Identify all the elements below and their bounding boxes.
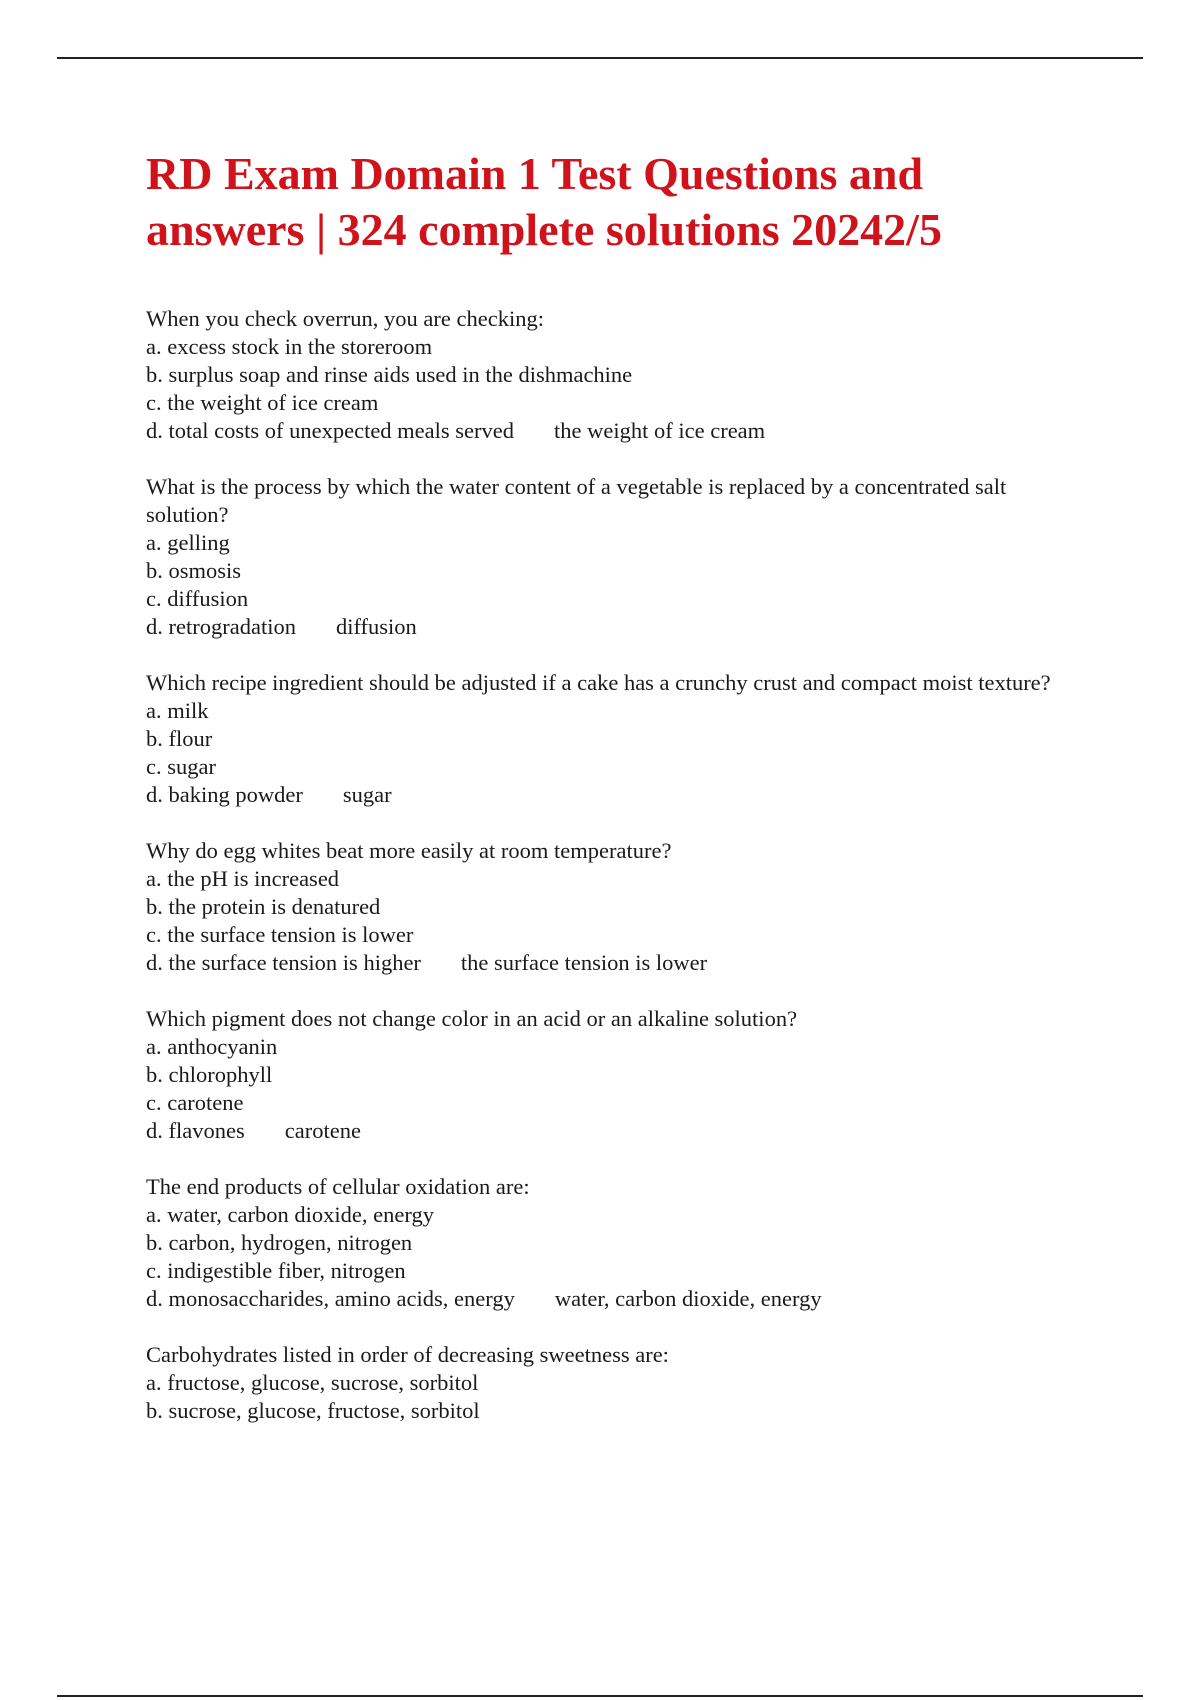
correct-answer: carotene (284, 1118, 361, 1143)
correct-answer: water, carbon dioxide, energy (554, 1286, 822, 1311)
document-title: RD Exam Domain 1 Test Questions and answers | 324 complete solutions 20242/5 (146, 148, 942, 255)
question-text: Carbohydrates listed in order of decreasing sweetness are: (146, 1342, 669, 1367)
answer-option: b. osmosis (146, 558, 242, 583)
answer-option: a. anthocyanin (146, 1034, 278, 1059)
correct-answer: sugar (342, 782, 392, 807)
answer-option: c. indigestible fiber, nitrogen (146, 1258, 406, 1283)
answer-option: a. fructose, glucose, sucrose, sorbitol (146, 1370, 479, 1395)
answer-option: c. the surface tension is lower (146, 922, 414, 947)
answer-option: a. water, carbon dioxide, energy (146, 1202, 434, 1227)
question-item (146, 473, 1086, 641)
answer-option: b. surplus soap and rinse aids used in the dishmachine (146, 362, 633, 387)
answer-option-text: d. monosaccharides, amino acids, energy (146, 1286, 515, 1311)
answer-option: c. sugar (146, 754, 216, 779)
question-item (146, 1341, 1086, 1425)
answer-option-last (146, 1117, 1086, 1145)
answer-option: b. sucrose, glucose, fructose, sorbitol (146, 1398, 480, 1423)
question-item (146, 1005, 1086, 1145)
answer-option-last (146, 613, 1086, 641)
answer-option-text: d. total costs of unexpected meals served (146, 418, 515, 443)
answer-option-last (146, 781, 1086, 809)
bottom-rule (57, 1695, 1143, 1697)
question-text: Why do egg whites beat more easily at room temperature? (146, 838, 672, 863)
correct-answer: diffusion (335, 614, 417, 639)
answer-option: b. flour (146, 726, 213, 751)
answer-option: b. the protein is denatured (146, 894, 381, 919)
question-text: Which recipe ingredient should be adjusted if a cake has a crunchy crust and compact moist texture? (146, 670, 1051, 695)
question-text: When you check overrun, you are checking: (146, 306, 544, 331)
answer-option: a. the pH is increased (146, 866, 340, 891)
answer-option-text: d. retrogradation (146, 614, 296, 639)
question-text: Which pigment does not change color in an acid or an alkaline solution? (146, 1006, 798, 1031)
answer-option: b. carbon, hydrogen, nitrogen (146, 1230, 413, 1255)
answer-option-last (146, 417, 1086, 445)
question-text: The end products of cellular oxidation are: (146, 1174, 530, 1199)
answer-option: a. milk (146, 698, 209, 723)
answer-option: c. carotene (146, 1090, 244, 1115)
answer-option: c. the weight of ice cream (146, 390, 379, 415)
question-list (146, 305, 1086, 1425)
top-rule (57, 57, 1143, 59)
question-text: What is the process by which the water content of a vegetable is replaced by a concentrated salt solution? (146, 474, 1007, 527)
answer-option: a. gelling (146, 530, 230, 555)
correct-answer: the weight of ice cream (554, 418, 766, 443)
answer-option-last (146, 1285, 1086, 1313)
question-item (146, 305, 1086, 445)
answer-option-text: d. the surface tension is higher (146, 950, 421, 975)
answer-option: c. diffusion (146, 586, 249, 611)
question-item (146, 1173, 1086, 1313)
answer-option-text: d. baking powder (146, 782, 303, 807)
question-item (146, 669, 1086, 809)
answer-option: a. excess stock in the storeroom (146, 334, 433, 359)
page-content (146, 146, 1086, 1453)
answer-option-last (146, 949, 1086, 977)
answer-option-text: d. flavones (146, 1118, 245, 1143)
answer-option: b. chlorophyll (146, 1062, 273, 1087)
correct-answer: the surface tension is lower (460, 950, 708, 975)
question-item (146, 837, 1086, 977)
